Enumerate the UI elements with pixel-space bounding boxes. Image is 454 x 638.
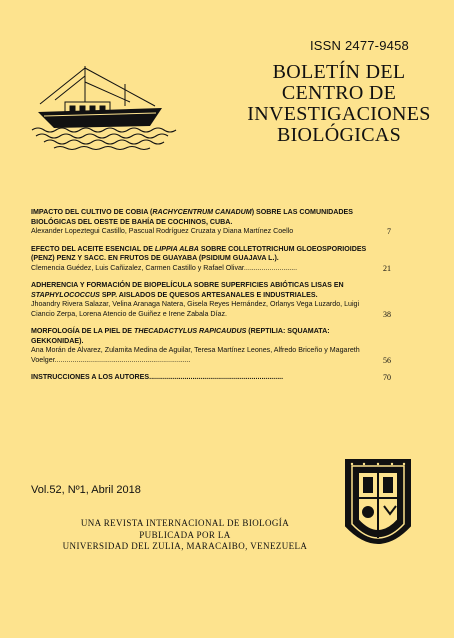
toc-entry[interactable] [31,373,391,383]
toc-entry-title: IMPACTO DEL CULTIVO DE COBIA (RACHYCENTRUM CANADUM) SOBRE LAS COMUNIDADES BIOLÓGICAS DEL OESTE DE BAHÍA DE COCHINOS, CUBA. [31,208,353,226]
volume-info: Vol.52, Nº1, Abril 2018 [31,484,141,496]
toc-entry-title: EFECTO DEL ACEITE ESENCIAL DE LIPPIA ALBA SOBRE COLLETOTRICHUM GLOEOSPORIOIDES (PENZ) PENZ Y SACC. EN FRUTOS DE GUAYABA (PSIDIUM GUAJAVA L.). [31,244,367,262]
toc-entry-authors: Jhoandry Rivera Salazar, Velina Aranaga Natera, Gisela Reyes Hernández, Orlanys Vega Luzardo, Luigi Ciancio Zerpa, Lorena Atencio de Guiñez e Irene Zabala Díaz. [31,300,360,318]
toc-entry-authors: Ana Morán de Alvarez, Zulamita Medina de Aguilar, Teresa Martínez Leones, Alfredo Briceño y Magareth Voelger..................................................................... [31,346,360,364]
table-of-contents [31,208,391,391]
toc-entry-page: 7 [387,227,391,236]
publisher-info [40,518,330,553]
title-line: INVESTIGACIONES [247,103,431,125]
toc-entry-page: 21 [383,263,391,273]
footer-line: PUBLICADA POR LA [139,529,231,540]
footer-line: UNIVERSIDAD DEL ZULIA, MARACAIBO, VENEZUELA [62,541,308,551]
ship-logo-icon [30,62,190,152]
title-line: BOLETÍN DEL [272,61,406,83]
toc-entry[interactable] [31,327,391,365]
toc-entry-title: INSTRUCCIONES A LOS AUTORES.................................................................... [31,373,284,381]
toc-entry-page: 70 [383,373,391,382]
toc-entry-page: 38 [383,309,391,319]
title-line: CENTRO DE [281,82,397,104]
toc-entry[interactable] [31,208,391,237]
university-seal-icon [340,456,416,562]
toc-entry-page: 56 [383,355,391,365]
title-line: BIOLÓGICAS [276,124,402,146]
footer-line: UNA REVISTA INTERNACIONAL DE BIOLOGÍA [80,518,290,528]
toc-entry[interactable] [31,281,391,319]
journal-title [229,62,449,146]
toc-entry-title: ADHERENCIA Y FORMACIÓN DE BIOPELÍCULA SOBRE SUPERFICIES ABIÓTICAS LISAS EN STAPHYLOCOCCUS SPP. AISLADOS DE QUESOS ARTESANALES E INDUSTRIALES. [31,281,344,299]
toc-entry[interactable] [31,245,391,274]
toc-entry-authors: Clemencia Guédez, Luis Cañizalez, Carmen Castillo y Rafael Olivar........................... [31,263,298,272]
toc-entry-title: MORFOLOGÍA DE LA PIEL DE THECADACTYLUS RAPICAUDUS (REPTILIA: SQUAMATA: GEKKONIDAE). [31,327,330,345]
toc-entry-authors: Alexander Lopeztegui Castillo, Pascual Rodríguez Cruzata y Diana Martínez Coello [31,227,294,235]
issn: ISSN 2477-9458 [310,38,409,53]
